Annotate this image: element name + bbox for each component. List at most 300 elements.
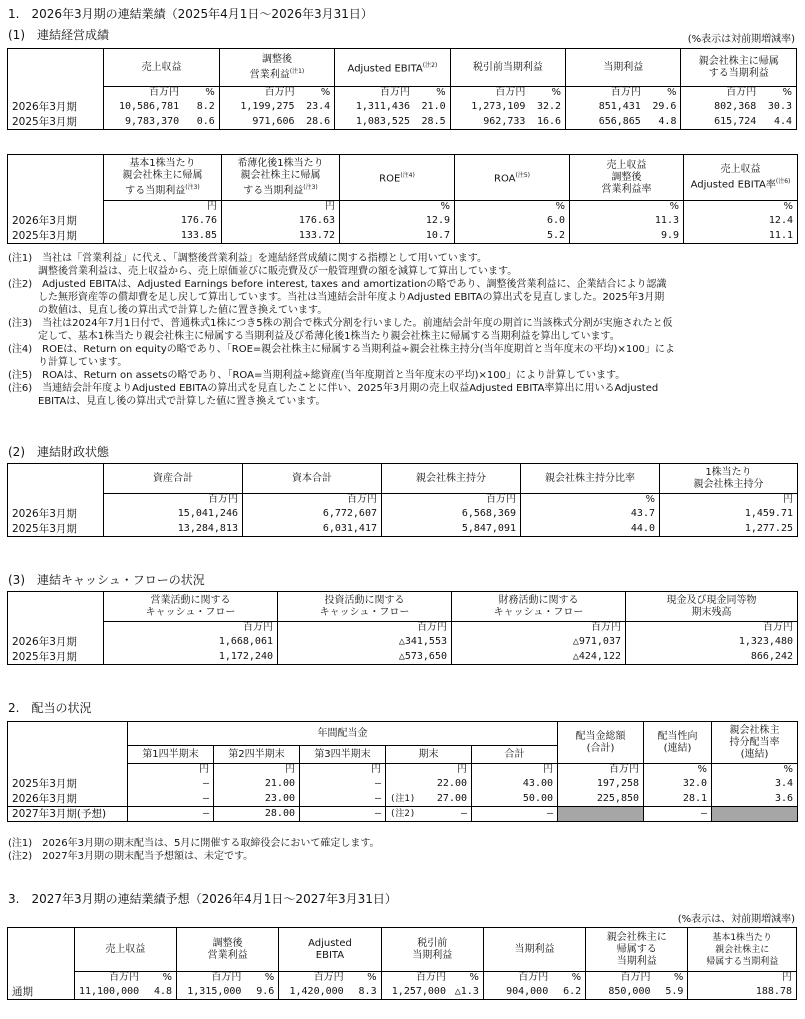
value-cell: 6.0 <box>455 214 570 229</box>
value-cell: 1,257,000 <box>381 985 450 1000</box>
col-header <box>566 49 681 87</box>
dividend-table <box>7 721 798 822</box>
value-cell: 188.78 <box>688 985 797 1000</box>
value-cell <box>300 777 386 792</box>
col-header <box>586 928 688 972</box>
value-text: ― <box>202 778 209 789</box>
row-label: 2025年3月期 <box>8 115 104 130</box>
col-header-text: 営業活動に関する キャッシュ・フロー <box>145 594 236 618</box>
unit-label: 百万円 <box>681 87 760 100</box>
col-header <box>382 464 521 494</box>
unit-label: % <box>644 764 712 777</box>
row-label: 2025年3月期 <box>8 522 104 537</box>
value-cell <box>558 777 644 792</box>
value-cell <box>300 807 386 822</box>
value-cell: 10,586,781 <box>104 100 183 115</box>
col-header-text: ROE <box>379 173 401 185</box>
col-header <box>712 722 798 764</box>
pct-label: % <box>183 87 219 100</box>
value-text: 197,258 <box>596 778 640 789</box>
unit-label: 百万円 <box>279 972 348 985</box>
corner-cell <box>8 722 128 764</box>
unit-label: 円 <box>128 764 214 777</box>
value-text: 27.00 <box>436 792 467 804</box>
note-line: (注4) ROEは、Return on equityの略であり、「ROE=親会社株主に帰属する当期利益÷親会社株主持分(当年度期首と当年度末の平均)×100」によ <box>8 344 675 355</box>
col-header <box>644 722 712 764</box>
note-line: EBITAは、見直し後の算出式で計算した値に置き換えています。 <box>8 396 326 407</box>
row-label: 2025年3月期 <box>8 650 104 665</box>
table-row <box>8 635 798 650</box>
value-cell: 1,315,000 <box>177 985 246 1000</box>
unit-row <box>8 622 798 635</box>
value-cell: 851,431 <box>566 100 645 115</box>
col-header <box>452 592 626 622</box>
unit-label: % <box>521 494 660 507</box>
col-header-text: 親会社株主 持分配当率 (連結) <box>729 724 780 760</box>
unit-label: % <box>450 972 483 985</box>
value-text: ― <box>374 792 381 804</box>
value-cell: 4.8 <box>143 985 176 1000</box>
value-cell: 971,606 <box>219 115 298 130</box>
row-label: 2026年3月期 <box>8 214 104 229</box>
col-header <box>104 592 278 622</box>
value-cell: 176.76 <box>104 214 222 229</box>
notes-section1 <box>8 252 798 408</box>
row-label: 2026年3月期 <box>8 635 104 650</box>
col-header-text: Adjusted EBITA <box>308 937 352 961</box>
s2-title: (2) 連結財政状態 <box>8 445 109 459</box>
s3-title: (3) 連結キャッシュ・フローの状況 <box>8 573 205 587</box>
value-cell: 1,459.71 <box>660 507 798 522</box>
unit-label: 百万円 <box>452 622 626 635</box>
unit-label: 百万円 <box>74 972 143 985</box>
col-header-text: 希薄化後1株当たり 親会社株主に帰属 する当期利益 <box>237 157 324 197</box>
col-header <box>340 155 455 201</box>
col-header-text: 資産合計 <box>153 472 193 484</box>
corner-cell <box>8 928 75 972</box>
col-header-text: 調整後 営業利益 <box>207 937 248 961</box>
value-cell <box>712 777 798 792</box>
col-header <box>104 464 243 494</box>
value-text: ― <box>700 808 708 819</box>
corner-cell <box>8 155 104 201</box>
col-header <box>335 49 450 87</box>
dividend-note: (注1) <box>390 793 416 804</box>
row-label: 2027年3月期(予想) <box>8 807 128 822</box>
unit-label: 百万円 <box>450 87 529 100</box>
note-line: (注3) 当社は2024年7月1日付で、普通株式1株につき5株の割合で株式分割を行いました。前連結会計年度の期首に当該株式分割が実施されたと仮 <box>8 318 673 329</box>
pct-label: % <box>645 87 681 100</box>
table-row <box>8 985 797 1000</box>
corner-cell <box>8 622 104 635</box>
unit-label: % <box>245 972 278 985</box>
unit-label: % <box>552 972 585 985</box>
table-row <box>8 777 798 792</box>
value-cell: 615,724 <box>681 115 760 130</box>
col-header-text: 売上収益 <box>141 61 182 73</box>
unit-label: 百万円 <box>335 87 414 100</box>
col-header <box>570 155 684 201</box>
value-cell: 16.6 <box>529 115 565 130</box>
unit-label: 円 <box>222 201 340 214</box>
value-cell: 11,100,000 <box>74 985 143 1000</box>
value-cell: △1.3 <box>450 985 483 1000</box>
pct-label: % <box>299 87 335 100</box>
value-cell: 176.63 <box>222 214 340 229</box>
value-cell <box>128 777 214 792</box>
consolidated-results-table <box>7 48 797 130</box>
note-line: (注2) 2027年3月期の期末配当予想額は、未定です。 <box>8 851 254 862</box>
value-cell: 6.2 <box>552 985 585 1000</box>
col-header-text: 売上収益 調整後 営業利益率 <box>601 159 652 195</box>
value-text: ― <box>460 808 467 819</box>
note-line: (注1) 当社は「営業利益」に代え、「調整後営業利益」を連結経営成績に関する指標として用いています。 <box>8 253 487 264</box>
header-row <box>8 49 797 87</box>
col-header <box>222 155 340 201</box>
value-cell: 1,172,240 <box>104 650 278 665</box>
value-cell: 0.6 <box>183 115 219 130</box>
col-header <box>279 928 381 972</box>
unit-label: 百万円 <box>219 87 298 100</box>
note-line: の数値は、見直し後の算出式で計算した値に置き換えています。 <box>8 305 328 316</box>
value-cell: 15,041,246 <box>104 507 243 522</box>
value-cell: 29.6 <box>645 100 681 115</box>
col-header-note: (注2) <box>422 61 438 69</box>
value-cell: △573,650 <box>278 650 452 665</box>
col-header-note: (注4) <box>400 171 415 179</box>
value-cell <box>644 792 712 807</box>
value-cell: 28.5 <box>414 115 450 130</box>
value-cell <box>558 792 644 807</box>
value-text: 23.00 <box>264 792 295 804</box>
col-header-text: 基本1株当たり 親会社株主に 帰属する当期利益 <box>706 932 779 967</box>
s4-title: 2. 配当の状況 <box>8 701 92 715</box>
col-header <box>104 155 222 201</box>
row-label: 2025年3月期 <box>8 777 128 792</box>
value-cell: 1,083,525 <box>335 115 414 130</box>
value-text: ― <box>202 808 209 819</box>
corner-cell <box>8 494 104 507</box>
value-cell: 802,368 <box>681 100 760 115</box>
value-cell: 11.1 <box>684 229 798 244</box>
value-cell <box>472 807 558 822</box>
value-cell: 30.3 <box>760 100 796 115</box>
col-header <box>278 592 452 622</box>
value-cell: 5.2 <box>455 229 570 244</box>
col-header <box>626 592 798 622</box>
value-cell: 1,199,275 <box>219 100 298 115</box>
unit-row <box>8 87 797 100</box>
col-header-text: 資本合計 <box>292 472 332 484</box>
value-cell: 12.9 <box>340 214 455 229</box>
value-cell: 6,568,369 <box>382 507 521 522</box>
value-cell: 5,847,091 <box>382 522 521 537</box>
header-row <box>8 592 798 622</box>
note-line: (注6) 当連結会計年度よりAdjusted EBITAの算出式を見直したことに伴い、2025年3月期の売上収益Adjusted EBITA率算出に用いるAdjusted <box>8 383 659 394</box>
col-subheader-text: 第1四半期末 <box>142 748 199 760</box>
col-subheader-text: 合計 <box>504 748 525 760</box>
unit-row <box>8 764 798 777</box>
col-header-text: 親会社株主に帰属 する当期利益 <box>698 55 779 79</box>
col-header-text: 1株当たり 親会社株主持分 <box>693 466 764 490</box>
unit-label: 百万円 <box>177 972 246 985</box>
unit-label: 百万円 <box>278 622 452 635</box>
unit-row <box>8 972 797 985</box>
value-cell <box>558 807 644 822</box>
value-cell: 904,000 <box>483 985 552 1000</box>
unit-label: 百万円 <box>104 494 243 507</box>
unit-label: 百万円 <box>381 972 450 985</box>
value-cell <box>472 777 558 792</box>
value-cell: 8.2 <box>183 100 219 115</box>
corner-cell <box>8 764 128 777</box>
col-header <box>219 49 334 87</box>
col-header <box>243 464 382 494</box>
value-cell: 6,031,417 <box>243 522 382 537</box>
value-cell <box>386 777 472 792</box>
cashflow-table <box>7 591 798 665</box>
value-cell <box>712 792 798 807</box>
col-header-text: 売上収益 Adjusted EBITA率 <box>690 163 776 191</box>
note-line: 調整後営業利益は、売上収益から、売上原価並びに販売費及び一般管理費の額を減算して算出しています。 <box>8 266 518 277</box>
unit-label: 百万円 <box>626 622 798 635</box>
corner-cell <box>8 464 104 494</box>
col-header-note: (注6) <box>775 177 791 185</box>
note-line: (注5) ROAは、Return on assetsの略であり、「ROA=当期利益÷総資産(当年度期首と当年度末の平均)×100」により計算しています。 <box>8 370 626 381</box>
row-label: 通期 <box>8 985 75 1000</box>
unit-label: 百万円 <box>483 972 552 985</box>
header-row <box>8 722 798 746</box>
unit-label: 百万円 <box>104 87 183 100</box>
unit-label: % <box>570 201 684 214</box>
unit-label: 円 <box>472 764 558 777</box>
table-row <box>8 807 798 822</box>
s1-pct-note: (%表示は対前期増減率) <box>687 34 795 45</box>
value-cell: 4.8 <box>645 115 681 130</box>
value-text: 3.4 <box>774 778 794 789</box>
pct-label: % <box>760 87 796 100</box>
col-header-text: Adjusted EBITA <box>347 63 423 75</box>
col-header-text: 調整後 営業利益 <box>249 53 292 81</box>
value-cell: 11.3 <box>570 214 684 229</box>
col-header-text: 配当性向 (連結) <box>657 730 698 754</box>
col-header <box>684 155 798 201</box>
value-cell <box>214 792 300 807</box>
unit-row <box>8 201 798 214</box>
notes-dividends <box>8 837 798 863</box>
value-text: ― <box>374 778 381 789</box>
value-cell <box>386 792 472 807</box>
value-text: ― <box>374 808 381 819</box>
value-cell: 43.7 <box>521 507 660 522</box>
col-header-text: 税引前当期利益 <box>472 61 543 73</box>
col-subheader <box>386 746 472 764</box>
value-text: 21.00 <box>264 778 295 789</box>
col-header <box>521 464 660 494</box>
table-row <box>8 507 798 522</box>
value-cell: 13,284,813 <box>104 522 243 537</box>
col-header <box>104 49 219 87</box>
s1-title: (1) 連結経営成績 <box>8 28 109 42</box>
header-row <box>8 464 798 494</box>
value-cell: 21.0 <box>414 100 450 115</box>
value-text: 28.00 <box>264 808 295 819</box>
value-cell: 44.0 <box>521 522 660 537</box>
note-line: 定して、基本1株当たり親会社株主に帰属する当期利益及び希薄化後1株当たり親会社株主に帰属する当期利益を算出しています。 <box>8 331 620 342</box>
row-label: 2026年3月期 <box>8 507 104 522</box>
value-text: 32.0 <box>682 778 708 789</box>
table-row <box>8 792 798 807</box>
unit-label: % <box>348 972 381 985</box>
col-header-text: 現金及び現金同等物 期末残高 <box>666 594 757 618</box>
value-cell <box>712 807 798 822</box>
value-cell: 133.85 <box>104 229 222 244</box>
col-header <box>381 928 483 972</box>
table-row <box>8 115 797 130</box>
row-label: 2026年3月期 <box>8 100 104 115</box>
value-text: 225,850 <box>596 792 640 804</box>
value-cell <box>300 792 386 807</box>
header-row <box>8 928 797 972</box>
value-cell: 9,783,370 <box>104 115 183 130</box>
col-subheader-text: 第3四半期末 <box>314 748 371 760</box>
value-cell: 133.72 <box>222 229 340 244</box>
unit-label: 百万円 <box>382 494 521 507</box>
s5-title: 3. 2027年3月期の連結業績予想（2026年4月1日～2027年3月31日） <box>8 892 397 906</box>
corner-cell <box>8 201 104 214</box>
unit-label: 円 <box>688 972 797 985</box>
unit-label: 円 <box>300 764 386 777</box>
col-header-text: 配当金総額 (合計) <box>575 730 626 754</box>
value-cell: 1,273,109 <box>450 100 529 115</box>
col-header <box>688 928 797 972</box>
per-share-ratios-table <box>7 154 798 244</box>
unit-label: 百万円 <box>586 972 655 985</box>
value-cell: 1,323,480 <box>626 635 798 650</box>
col-header-text: 財務活動に関する キャッシュ・フロー <box>493 594 584 618</box>
table-row <box>8 100 797 115</box>
unit-label: % <box>712 764 798 777</box>
note-line: (注2) Adjusted EBITAは、Adjusted Earnings before interest, taxes and amortizationの略であり、調整後営業利益に、企業結合により認識 <box>8 279 667 290</box>
col-header <box>74 928 176 972</box>
col-header <box>660 464 798 494</box>
value-cell: 1,277.25 <box>660 522 798 537</box>
value-text: ― <box>202 792 209 804</box>
unit-label: 円 <box>214 764 300 777</box>
col-header-note: (注1) <box>289 67 305 75</box>
s5-pct-note: (%表示は、対前期増減率) <box>677 914 795 925</box>
value-cell <box>644 777 712 792</box>
col-header-text: 親会社株主持分比率 <box>545 472 635 484</box>
table-row <box>8 522 798 537</box>
col-header <box>450 49 565 87</box>
value-cell <box>472 792 558 807</box>
value-cell: 12.4 <box>684 214 798 229</box>
col-header <box>483 928 585 972</box>
financial-position-table <box>7 463 798 537</box>
value-text: ― <box>546 808 554 819</box>
value-cell: 866,242 <box>626 650 798 665</box>
value-cell <box>214 807 300 822</box>
col-subheader <box>214 746 300 764</box>
value-cell: △424,122 <box>452 650 626 665</box>
col-header-text: 親会社株主持分 <box>416 472 486 484</box>
col-header <box>455 155 570 201</box>
unit-label: 円 <box>660 494 798 507</box>
col-header-text: 税引前 当期利益 <box>412 937 453 961</box>
value-cell <box>644 807 712 822</box>
unit-label: % <box>143 972 176 985</box>
value-cell: 28.6 <box>299 115 335 130</box>
value-cell: 1,420,000 <box>279 985 348 1000</box>
col-subheader-text: 第2四半期末 <box>228 748 285 760</box>
col-header-note: (注3) <box>303 183 318 191</box>
value-cell: 962,733 <box>450 115 529 130</box>
value-cell: △971,037 <box>452 635 626 650</box>
col-subheader <box>472 746 558 764</box>
unit-row <box>8 494 798 507</box>
value-cell: 8.3 <box>348 985 381 1000</box>
value-cell: 9.9 <box>570 229 684 244</box>
col-header-text: 親会社株主に 帰属する 当期利益 <box>606 931 667 967</box>
value-cell: 32.2 <box>529 100 565 115</box>
value-cell: 6,772,607 <box>243 507 382 522</box>
section1-heading: 1. 2026年3月期の連結業績（2025年4月1日～2026年3月31日） <box>8 7 373 21</box>
col-header-text: 基本1株当たり 親会社株主に帰属 する当期利益 <box>122 157 203 197</box>
value-cell: 850,000 <box>586 985 655 1000</box>
value-text: 22.00 <box>436 778 467 789</box>
unit-label: % <box>455 201 570 214</box>
col-header-text: 投資活動に関する キャッシュ・フロー <box>319 594 410 618</box>
table-row <box>8 650 798 665</box>
forecast-table <box>7 927 797 1000</box>
value-cell: 1,668,061 <box>104 635 278 650</box>
col-subheader <box>300 746 386 764</box>
unit-label: % <box>340 201 455 214</box>
row-label: 2026年3月期 <box>8 792 128 807</box>
col-subheader-text: 期末 <box>418 748 439 760</box>
annual-dividend-header-text: 年間配当金 <box>317 727 368 739</box>
annual-dividend-header <box>128 722 558 746</box>
pct-label: % <box>414 87 450 100</box>
header-row <box>8 155 798 201</box>
note-line: (注1) 2026年3月期の期末配当は、5月に開催する取締役会において確定します。 <box>8 838 380 849</box>
unit-label: 百万円 <box>243 494 382 507</box>
unit-label: % <box>684 201 798 214</box>
row-label: 2025年3月期 <box>8 229 104 244</box>
col-subheader <box>128 746 214 764</box>
col-header-text: 当期利益 <box>514 943 555 955</box>
col-header-note: (注3) <box>185 183 200 191</box>
table-row <box>8 214 798 229</box>
note-line: り計算しています。 <box>8 357 128 368</box>
value-cell: 10.7 <box>340 229 455 244</box>
value-cell <box>128 807 214 822</box>
value-cell: 23.4 <box>299 100 335 115</box>
value-text: 28.1 <box>682 792 708 804</box>
value-cell <box>386 807 472 822</box>
col-header-note: (注5) <box>515 171 530 179</box>
col-header-text: 当期利益 <box>603 61 644 73</box>
note-line: した無形資産等の償却費を足し戻して算出しています。当社は当連結会計年度よりAdjusted EBITAの算出式を見直しました。2025年3月期 <box>8 292 665 303</box>
pct-label: % <box>529 87 565 100</box>
table-row <box>8 229 798 244</box>
col-header <box>558 722 644 764</box>
unit-label: % <box>655 972 688 985</box>
value-cell: 5.9 <box>655 985 688 1000</box>
col-header <box>177 928 279 972</box>
value-cell: 9.6 <box>245 985 278 1000</box>
